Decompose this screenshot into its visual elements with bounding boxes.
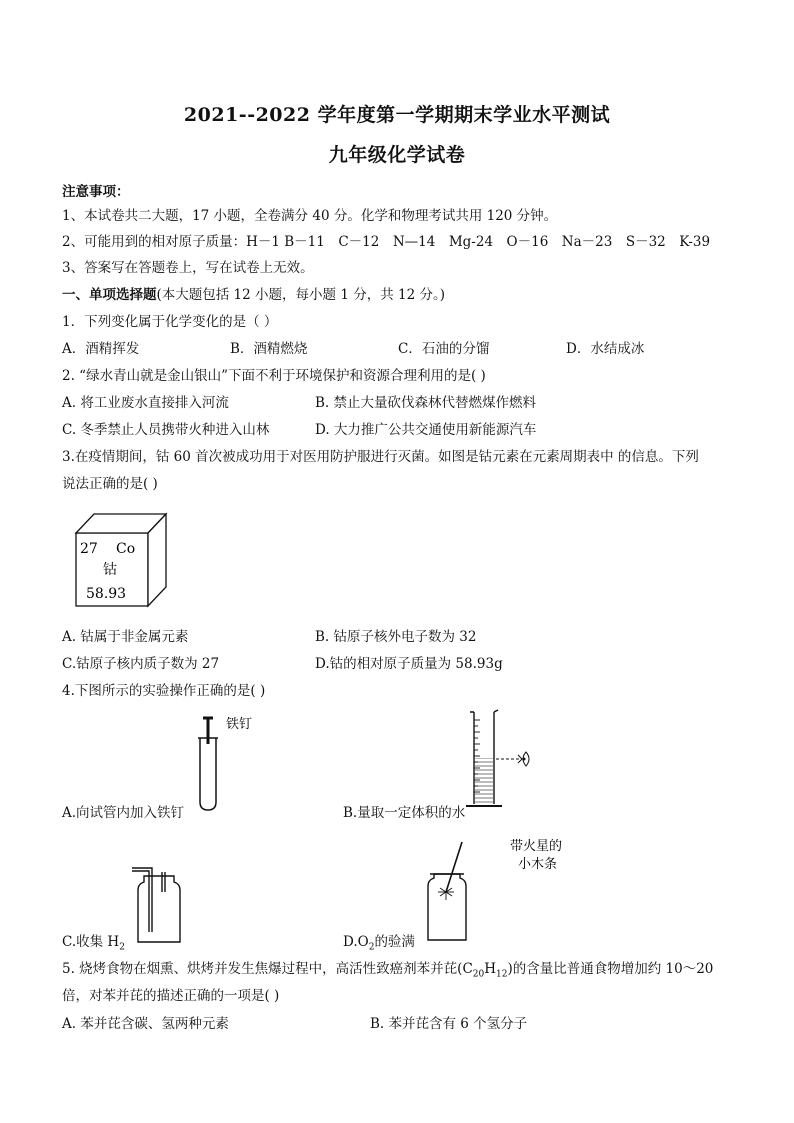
q4-option-d-rest: 的验满 (374, 934, 415, 950)
q4-option-c (62, 930, 125, 953)
q5-stem-line2: 倍，对苯并芘的描述正确的一项是( ) (62, 988, 280, 1004)
q2-stem: 2. “绿水青山就是金山银山”下面不利于环境保护和资源合理利用的是( ) (62, 368, 486, 384)
gas-collection-bottle-figure (130, 862, 190, 946)
q3-stem-line2: 说法正确的是( ) (62, 476, 158, 492)
q5-carbon-subscript: 20 (472, 969, 485, 980)
q1-option-d: D．水结成冰 (566, 341, 645, 357)
section-1-note: (本大题包括 12 小题，每小题 1 分，共 12 分。) (156, 287, 445, 303)
element-mass: 58.93 (86, 586, 127, 602)
q5-option-a: A. 苯并芘含碳、氢两种元素 (62, 1016, 229, 1032)
q5-stem-part-a: 5. 烧烤食物在烟熏、烘烤并发生焦爆过程中，高活性致癌剂苯并芘(C (62, 961, 473, 977)
q4-stem: 4.下图所示的实验操作正确的是( ) (62, 683, 266, 699)
section-1-title: 一、单项选择题 (62, 287, 157, 303)
q3-option-d: D.钴的相对原子质量为 58.93g (315, 656, 503, 672)
q4-option-c-text: C.收集 H (62, 934, 120, 950)
q5-option-b: B. 苯并芘含有 6 个氢分子 (370, 1016, 528, 1032)
q4-option-d-subscript: 2 (368, 942, 375, 953)
q3-stem-line1: 3.在疫情期间，钴 60 首次被成功用于对医用防护服进行灭菌。如图是钴元素在元素周期表中 的信息。下列 (62, 449, 699, 465)
q5-hydrogen-subscript: 12 (496, 969, 508, 980)
element-symbol: Co (116, 541, 136, 557)
section-1-heading (62, 283, 445, 303)
q5-stem-part-c: )的含量比普通食物增加约 10～20 (507, 961, 714, 977)
exam-subtitle: 九年级化学试卷 (328, 144, 466, 166)
nail-label: 铁钉 (226, 717, 253, 732)
q1-option-a: A．酒精挥发 (62, 341, 140, 357)
q2-option-a: A. 将工业废水直接排入河流 (62, 395, 229, 411)
splint-label-line1: 带火星的 (510, 839, 563, 854)
q1-stem: 1．下列变化属于化学变化的是（ ） (62, 314, 278, 330)
q3-option-a: A. 钴属于非金属元素 (62, 629, 189, 645)
q4-option-d-text: D.O (343, 934, 369, 950)
q2-option-d: D. 大力推广公共交通使用新能源汽车 (315, 422, 537, 438)
graduated-cylinder-figure (460, 708, 540, 812)
q5-stem-part-b: H (484, 961, 497, 977)
splint-label-line2: 小木条 (518, 857, 558, 872)
q1-option-c: C．石油的分馏 (398, 341, 490, 357)
q3-option-c: C.钴原子核内质子数为 27 (62, 656, 220, 672)
q4-option-c-subscript: 2 (119, 942, 125, 953)
note-2: 2、可能用到的相对原子质量：H－1 B－11 C－12 N—14 Mg-24 O－16 Na－23 S－32 K-39 (62, 234, 711, 250)
q4-option-a: A.向试管内加入铁钉 (62, 805, 185, 821)
oxygen-test-figure (420, 836, 580, 946)
cobalt-element-cube (74, 510, 170, 610)
exam-title: 2021--2022 学年度第一学期期末学业水平测试 (183, 104, 611, 126)
notes-heading: 注意事项： (62, 184, 130, 200)
q3-option-b: B. 钴原子核外电子数为 32 (315, 629, 477, 645)
q2-option-b: B. 禁止大量砍伐森林代替燃煤作燃料 (315, 395, 537, 411)
element-name: 钴 (103, 562, 117, 578)
q4-option-b: B.量取一定体积的水 (343, 805, 466, 821)
q5-stem-line1 (62, 957, 713, 980)
note-3: 3、答案写在答题卷上，写在试卷上无效。 (62, 260, 314, 276)
note-1: 1、本试卷共二大题，17 小题，全卷满分 40 分。化学和物理考试共用 120 分钟。 (62, 208, 558, 224)
q2-option-c: C. 冬季禁止人员携带火种进入山林 (62, 422, 270, 438)
test-tube-nail-figure (190, 712, 280, 812)
element-number: 27 (80, 541, 98, 557)
q1-option-b: B．酒精燃烧 (230, 341, 308, 357)
q4-option-d (343, 930, 415, 953)
